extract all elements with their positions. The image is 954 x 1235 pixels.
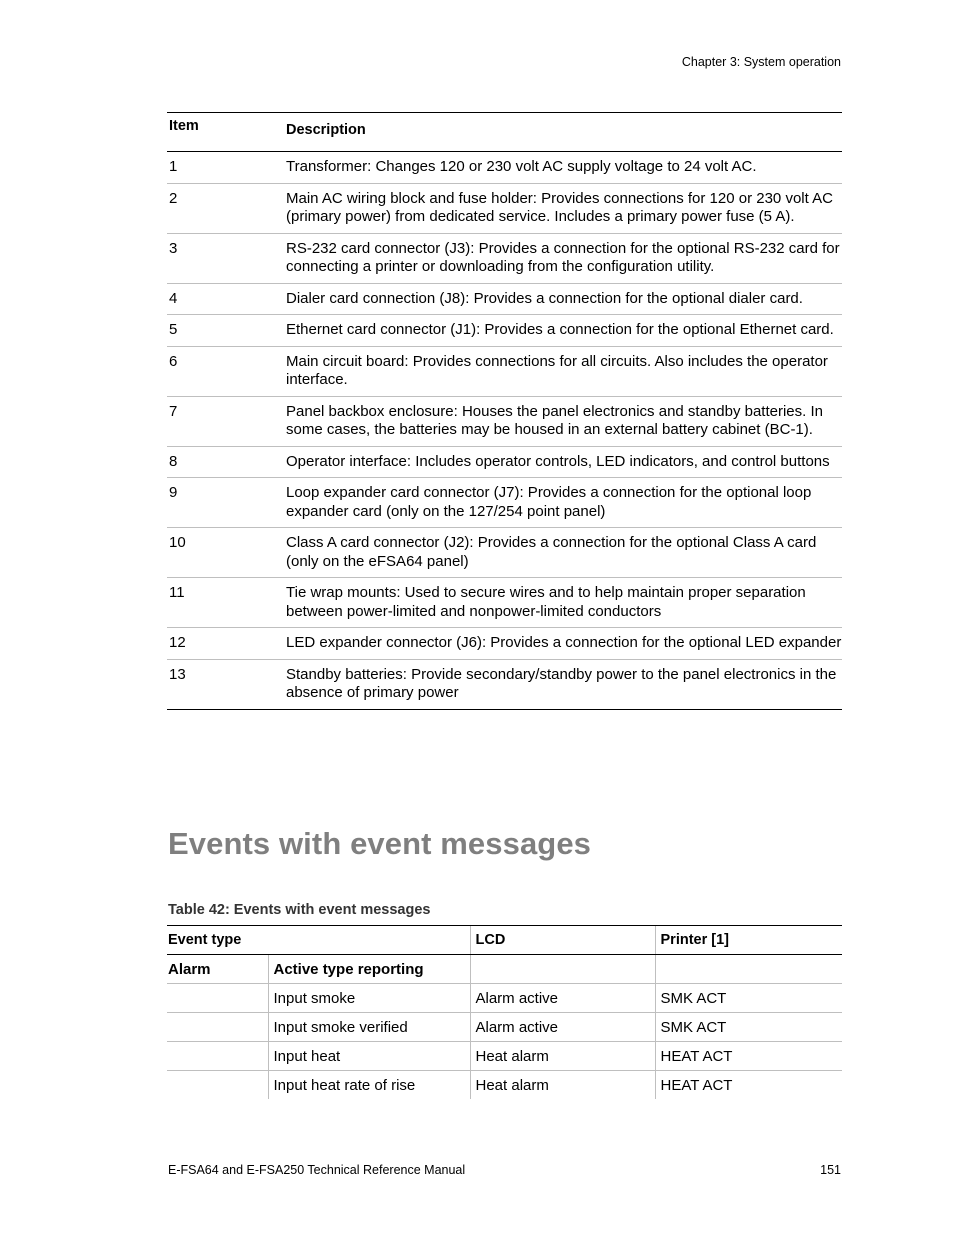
table-row bbox=[167, 315, 842, 347]
item-number: 11 bbox=[167, 578, 286, 628]
group-subheading: Active type reporting bbox=[268, 955, 470, 984]
table-row bbox=[167, 283, 842, 315]
item-number: 6 bbox=[167, 346, 286, 396]
item-number: 2 bbox=[167, 183, 286, 233]
empty-cell bbox=[167, 1071, 268, 1100]
events-group-row bbox=[167, 955, 842, 984]
items-table bbox=[167, 112, 842, 710]
table-row bbox=[167, 446, 842, 478]
item-number: 12 bbox=[167, 628, 286, 660]
empty-cell bbox=[167, 1013, 268, 1042]
table-row bbox=[167, 1013, 842, 1042]
item-number: 9 bbox=[167, 478, 286, 528]
section-title: Events with event messages bbox=[168, 826, 592, 861]
footer-manual-title: E-FSA64 and E-FSA250 Technical Reference Manual bbox=[168, 1163, 466, 1177]
events-table bbox=[167, 925, 842, 1099]
item-description: Main AC wiring block and fuse holder: Provides connections for 120 or 230 volt AC (primary power) from dedicated service. Includes a primary power fuse (5 A). bbox=[286, 183, 842, 233]
item-description: Ethernet card connector (J1): Provides a connection for the optional Ethernet card. bbox=[286, 315, 842, 347]
column-header-description: Description bbox=[286, 113, 842, 152]
table-row bbox=[167, 346, 842, 396]
events-table-header bbox=[167, 926, 842, 955]
item-description: LED expander connector (J6): Provides a connection for the optional LED expander bbox=[286, 628, 842, 660]
table-row bbox=[167, 628, 842, 660]
column-header-lcd: LCD bbox=[470, 926, 655, 955]
empty-cell bbox=[167, 1042, 268, 1071]
item-number: 13 bbox=[167, 659, 286, 709]
item-description: Transformer: Changes 120 or 230 volt AC supply voltage to 24 volt AC. bbox=[286, 152, 842, 184]
item-description: Class A card connector (J2): Provides a connection for the optional Class A card (only on the eFSA64 panel) bbox=[286, 528, 842, 578]
table-row bbox=[167, 659, 842, 709]
table-row bbox=[167, 578, 842, 628]
empty-cell bbox=[470, 955, 655, 984]
column-header-item: Item bbox=[167, 113, 286, 152]
item-description: Operator interface: Includes operator controls, LED indicators, and control buttons bbox=[286, 446, 842, 478]
table-row bbox=[167, 1071, 842, 1100]
table-row bbox=[167, 478, 842, 528]
lcd-cell: Alarm active bbox=[470, 1013, 655, 1042]
printer-cell: SMK ACT bbox=[655, 1013, 842, 1042]
group-name: Alarm bbox=[167, 955, 268, 984]
item-description: Tie wrap mounts: Used to secure wires and to help maintain proper separation between power-limited and nonpower-limited conductors bbox=[286, 578, 842, 628]
footer-page-number: 151 bbox=[820, 1163, 841, 1177]
item-description: Standby batteries: Provide secondary/standby power to the panel electronics in the absence of primary power bbox=[286, 659, 842, 709]
item-description: Loop expander card connector (J7): Provides a connection for the optional loop expander card (only on the 127/254 point panel) bbox=[286, 478, 842, 528]
table-row bbox=[167, 396, 842, 446]
empty-cell bbox=[655, 955, 842, 984]
event-type-cell: Input heat rate of rise bbox=[268, 1071, 470, 1100]
event-type-cell: Input heat bbox=[268, 1042, 470, 1071]
lcd-cell: Alarm active bbox=[470, 984, 655, 1013]
item-description: RS-232 card connector (J3): Provides a connection for the optional RS-232 card for connecting a printer or downloading from the configuration utility. bbox=[286, 233, 842, 283]
column-header-printer: Printer [1] bbox=[655, 926, 842, 955]
items-table-header bbox=[167, 113, 842, 152]
chapter-header: Chapter 3: System operation bbox=[681, 55, 841, 69]
item-number: 10 bbox=[167, 528, 286, 578]
table-row bbox=[167, 984, 842, 1013]
table-row bbox=[167, 528, 842, 578]
item-description: Panel backbox enclosure: Houses the panel electronics and standby batteries. In some cases, the batteries may be housed in an external battery cabinet (BC-1). bbox=[286, 396, 842, 446]
table-caption: Table 42: Events with event messages bbox=[168, 902, 431, 918]
item-description: Dialer card connection (J8): Provides a connection for the optional dialer card. bbox=[286, 283, 842, 315]
item-description: Main circuit board: Provides connections for all circuits. Also includes the operator interface. bbox=[286, 346, 842, 396]
table-row bbox=[167, 152, 842, 184]
table-row bbox=[167, 1042, 842, 1071]
table-row bbox=[167, 233, 842, 283]
event-type-cell: Input smoke bbox=[268, 984, 470, 1013]
table-row bbox=[167, 183, 842, 233]
printer-cell: HEAT ACT bbox=[655, 1071, 842, 1100]
printer-cell: HEAT ACT bbox=[655, 1042, 842, 1071]
item-number: 1 bbox=[167, 152, 286, 184]
lcd-cell: Heat alarm bbox=[470, 1071, 655, 1100]
empty-cell bbox=[167, 984, 268, 1013]
event-type-cell: Input smoke verified bbox=[268, 1013, 470, 1042]
item-number: 3 bbox=[167, 233, 286, 283]
item-number: 8 bbox=[167, 446, 286, 478]
column-header-event-type: Event type bbox=[167, 926, 470, 955]
printer-cell: SMK ACT bbox=[655, 984, 842, 1013]
lcd-cell: Heat alarm bbox=[470, 1042, 655, 1071]
item-number: 7 bbox=[167, 396, 286, 446]
item-number: 5 bbox=[167, 315, 286, 347]
item-number: 4 bbox=[167, 283, 286, 315]
